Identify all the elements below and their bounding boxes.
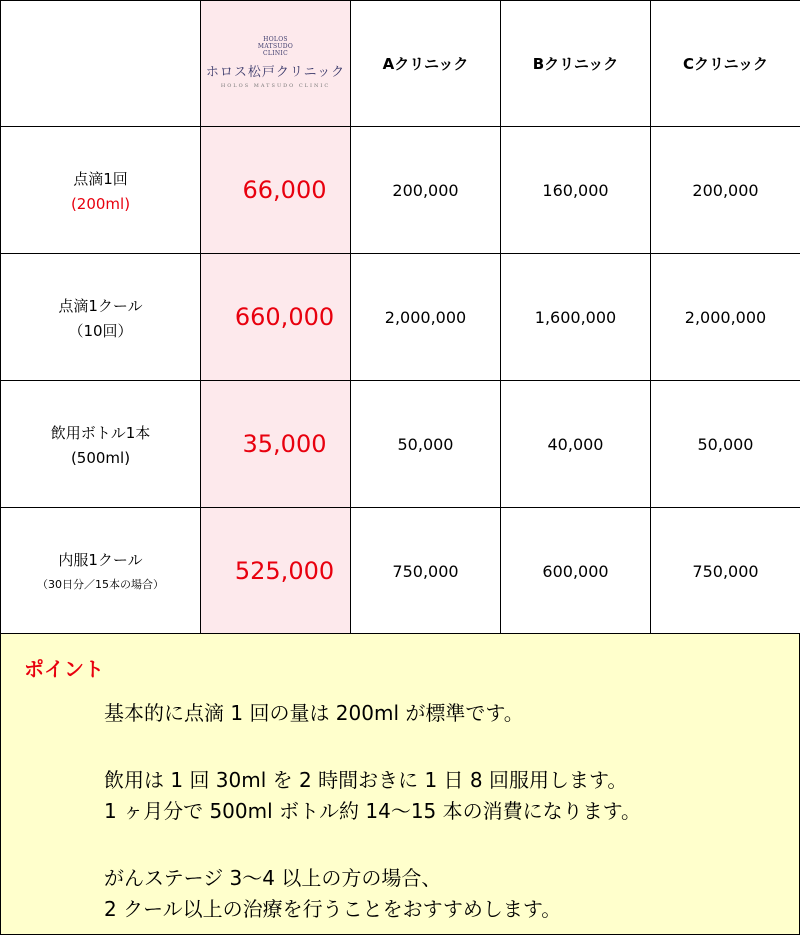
clinic-c-price: 50,000 [651,381,800,508]
point-line: がんステージ 3〜4 以上の方の場合、 [104,862,441,891]
item-sub: (200ml) [1,193,200,215]
point-line: 1 ヶ月分で 500ml ボトル約 14〜15 本の消費になります。 [104,795,641,824]
point-box [0,633,800,935]
item-sub: （30日分／15本の場合） [1,574,200,596]
item-label: 点滴1クール [1,292,200,320]
item-cell [1,127,201,254]
logo-english: HOLOS MATSUDO CLINIC [206,83,345,89]
item-label: 点滴1回 [1,165,200,193]
holos-price: 35,000 [201,381,351,508]
clinic-c-price: 200,000 [651,127,800,254]
corner-cell [1,1,201,127]
holos-clinic-header [201,1,351,127]
clinic-c-price: 750,000 [651,508,800,635]
table-row [1,254,800,381]
point-line: 基本的に点滴 1 回の量は 200ml が標準です。 [104,697,524,726]
item-cell [1,254,201,381]
logo-name: ホロス松戸クリニック [206,61,345,80]
holos-price: 66,000 [201,127,351,254]
clinic-a-header: Aクリニック [351,1,501,127]
table-row [1,508,800,635]
clinic-c-header: Cクリニック [651,1,800,127]
table-row [1,127,800,254]
item-cell [1,381,201,508]
item-label: 飲用ボトル1本 [1,419,200,447]
clinic-b-price: 1,600,000 [501,254,651,381]
holos-clinic-logo [206,36,345,89]
item-sub: (500ml) [1,447,200,469]
logo-small-1: HOLOS [206,36,345,43]
holos-price: 660,000 [201,254,351,381]
point-line: 2 クール以上の治療を行うことをおすすめします。 [104,893,561,922]
item-label: 内服1クール [1,546,200,574]
clinic-b-price: 600,000 [501,508,651,635]
header-row [1,1,800,127]
table-row [1,381,800,508]
holos-price: 525,000 [201,508,351,635]
clinic-a-price: 200,000 [351,127,501,254]
item-sub: （10回） [1,320,200,342]
point-title: ポイント [24,653,104,682]
logo-small-3: CLINIC [206,50,345,57]
clinic-a-price: 750,000 [351,508,501,635]
clinic-b-header: Bクリニック [501,1,651,127]
clinic-a-price: 2,000,000 [351,254,501,381]
clinic-b-price: 160,000 [501,127,651,254]
point-line: 飲用は 1 回 30ml を 2 時間おきに 1 日 8 回服用します。 [104,764,627,793]
clinic-b-price: 40,000 [501,381,651,508]
clinic-a-price: 50,000 [351,381,501,508]
item-cell [1,508,201,635]
clinic-c-price: 2,000,000 [651,254,800,381]
logo-small-2: MATSUDO [206,43,345,50]
